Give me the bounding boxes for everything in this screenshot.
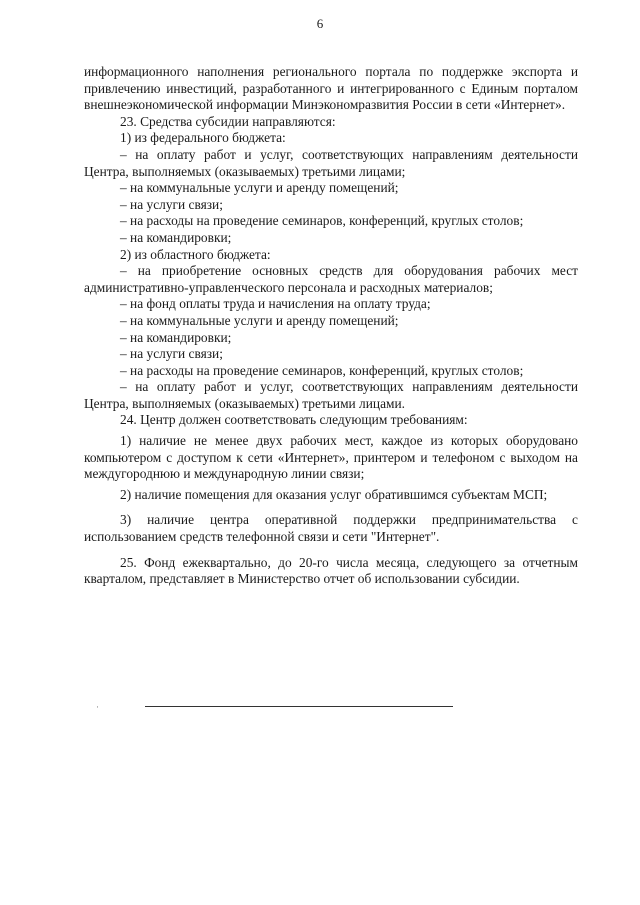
list-item: – на коммунальные услуги и аренду помещений; [120,312,399,328]
document-body [84,64,578,588]
clause-23-heading: 23. Средства субсидии направляются: [120,113,336,129]
list-item: – на оплату работ и услуг, соответствующих направлениям деятельности Центра, выполняемых (оказываемых) третьими лицами; [84,146,578,179]
list-item: – на коммунальные услуги и аренду помещений; [120,180,399,196]
regional-budget-heading: 2) из областного бюджета: [120,246,271,262]
page-number: 6 [316,16,324,31]
federal-budget-heading: 1) из федерального бюджета: [120,130,286,146]
list-item: – на командировки; [120,229,232,245]
list-item: – на расходы на проведение семинаров, конференций, круглых столов; [120,213,524,229]
requirement-1: 1) наличие не менее двух рабочих мест, каждое из которых оборудовано компьютером с доступом к сети «Интернет», принтером и телефоном с выходом на междугороднюю и международную линии связи; [84,433,578,482]
list-item: – на оплату работ и услуг, соответствующих направлениям деятельности Центра, выполняемых (оказываемых) третьими лицами. [84,379,578,411]
list-item: – на расходы на проведение семинаров, конференций, круглых столов; [120,362,524,378]
list-item: – на приобретение основных средств для оборудования рабочих мест административно-управленческого персонала и расходных материалов; [84,263,578,295]
list-item: – на услуги связи; [120,346,223,362]
requirement-3: 3) наличие центра оперативной поддержки предпринимательства с использованием средств телефонной связи и сети "Интернет". [84,512,578,545]
clause-24-heading: 24. Центр должен соответствовать следующим требованиям: [120,412,468,428]
closing-divider-line [145,706,453,707]
list-item: – на командировки; [120,329,232,345]
paragraph-continuation: информационного наполнения регионального портала по поддержке экспорта и привлечению инвестиций, разработанного и интегрированного с Единым порталом внешнеэкономической информации Минэкономразвития России в сети «Интернет». [84,64,578,113]
clause-25: 25. Фонд ежеквартально, до 20-го числа месяца, следующего за отчетным кварталом, представляет в Министерство отчет об использовании субсидии. [84,554,578,587]
list-item: – на услуги связи; [120,196,223,212]
list-item: – на фонд оплаты труда и начисления на оплату труда; [120,296,431,312]
requirement-2: 2) наличие помещения для оказания услуг обратившимся субъектам МСП; [120,486,548,502]
scan-speck: · [96,702,99,712]
